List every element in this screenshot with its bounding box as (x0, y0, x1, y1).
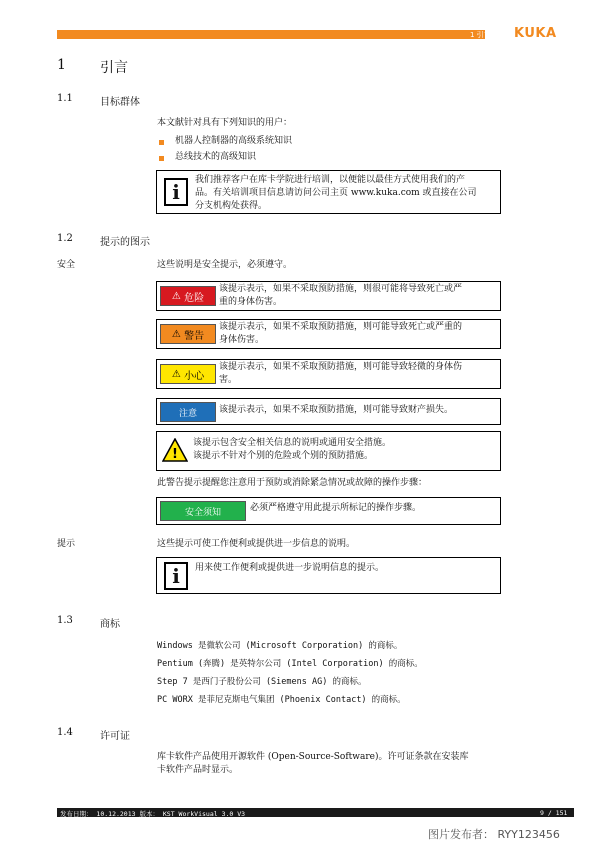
notice-text: 该提示表示，如果不采取预防措施，则可能导致死亡或严重的 身体伤害。 (219, 322, 463, 345)
signal-label: 小心 (184, 370, 205, 382)
paragraph: 库卡软件产品使用开源软件 (Open-Source-Software)。许可证条款在安装库 卡软件产品时显示。 (157, 752, 469, 775)
warning-notice (156, 319, 501, 349)
paragraph: 此警告提示提醒您注意用于预防或消除紧急情况或故障的操作步骤： (157, 478, 428, 488)
section-title: 商标 (100, 619, 120, 630)
caution-signal (160, 364, 216, 384)
caution-notice (156, 359, 501, 389)
warning-signal (160, 324, 216, 344)
hint-box (156, 557, 501, 594)
notice-text: 该提示包含安全相关信息的说明或通用安全措施。 该提示不针对个别的危险或个别的预防措施。 (193, 438, 392, 461)
trademark-line: Step 7 是西门子股份公司 (Siemens AG) 的商标。 (157, 677, 367, 687)
paragraph: 这些说明是安全提示，必须遵守。 (157, 260, 293, 270)
bullet-icon (159, 140, 164, 145)
bullet-icon (159, 156, 164, 161)
side-label: 安全 (57, 260, 76, 270)
info-text: 我们推荐客户在库卡学院进行培训，以便能以最佳方式使用我们的产 品。有关培训项目信息请访问公司主页 www.kuka.com 或直接在公司 分支机构处获得。 (195, 175, 477, 211)
hint-text: 用来使工作便利或提供进一步说明信息的提示。 (195, 563, 385, 573)
signal-label: 危险 (184, 292, 205, 304)
notice-text: 该提示表示，如果不采取预防措施，则可能导致轻微的身体伤 害。 (219, 362, 463, 385)
signal-label: 警告 (184, 330, 205, 342)
info-box (156, 170, 501, 214)
notice-text: 该提示表示，如果不采取预防措施，则可能导致财产损失。 (219, 405, 454, 415)
section-number: 1.2 (57, 233, 73, 244)
side-label: 提示 (57, 539, 76, 549)
general-safety-notice (156, 431, 501, 471)
footer-edition: 发布日期： 10.12.2013 版本： KST WorkVisual 3.0 V3 (60, 810, 246, 818)
header-bar (57, 30, 485, 39)
info-icon: i (164, 178, 188, 206)
svg-text:!: ! (172, 447, 178, 462)
danger-signal (160, 286, 216, 306)
notice-text: 该提示表示，如果不采取预防措施，则很可能将导致死亡或严 重的身体伤害。 (219, 284, 463, 307)
kuka-logo: KUKA (514, 26, 557, 41)
warning-triangle-icon: ⚠ (171, 328, 181, 340)
info-icon: i (164, 562, 188, 590)
warning-triangle-icon (162, 438, 188, 462)
danger-notice (156, 281, 501, 311)
section-title: 提示的图示 (100, 237, 150, 248)
property-notice (156, 398, 501, 425)
header-section: 1 引言 (470, 31, 491, 39)
warning-triangle-icon: ⚠ (171, 290, 181, 302)
warning-triangle-icon: ⚠ (171, 368, 181, 380)
safety-instruction-signal: 安全须知 (160, 501, 246, 521)
page-number: 9 / 151 (540, 809, 568, 817)
section-number: 1.3 (57, 615, 73, 626)
section-title: 许可证 (100, 731, 130, 742)
list-item: 总线技术的高级知识 (175, 152, 257, 162)
trademark-line: PC WORX 是菲尼克斯电气集团 (Phoenix Contact) 的商标。 (157, 695, 406, 705)
safety-instruction-notice (156, 497, 501, 525)
paragraph: 本文献针对具有下列知识的用户： (157, 118, 293, 128)
watermark: 图片发布者： RYY123456 (428, 828, 560, 841)
trademark-line: Windows 是微软公司 (Microsoft Corporation) 的商标。 (157, 641, 403, 651)
trademark-line: Pentium (奔腾) 是英特尔公司 (Intel Corporation) 的商标。 (157, 659, 423, 669)
section-number: 1.1 (57, 93, 73, 104)
notice-text: 必须严格遵守用此提示所标记的操作步骤。 (250, 503, 422, 513)
section-title: 目标群体 (100, 97, 140, 108)
paragraph: 这些提示可使工作便利或提供进一步信息的说明。 (157, 539, 356, 549)
chapter-number: 1 (57, 57, 66, 73)
notice-signal: 注意 (160, 402, 216, 422)
list-item: 机器人控制器的高级系统知识 (175, 136, 293, 146)
section-number: 1.4 (57, 727, 73, 738)
chapter-title: 引言 (100, 60, 128, 76)
